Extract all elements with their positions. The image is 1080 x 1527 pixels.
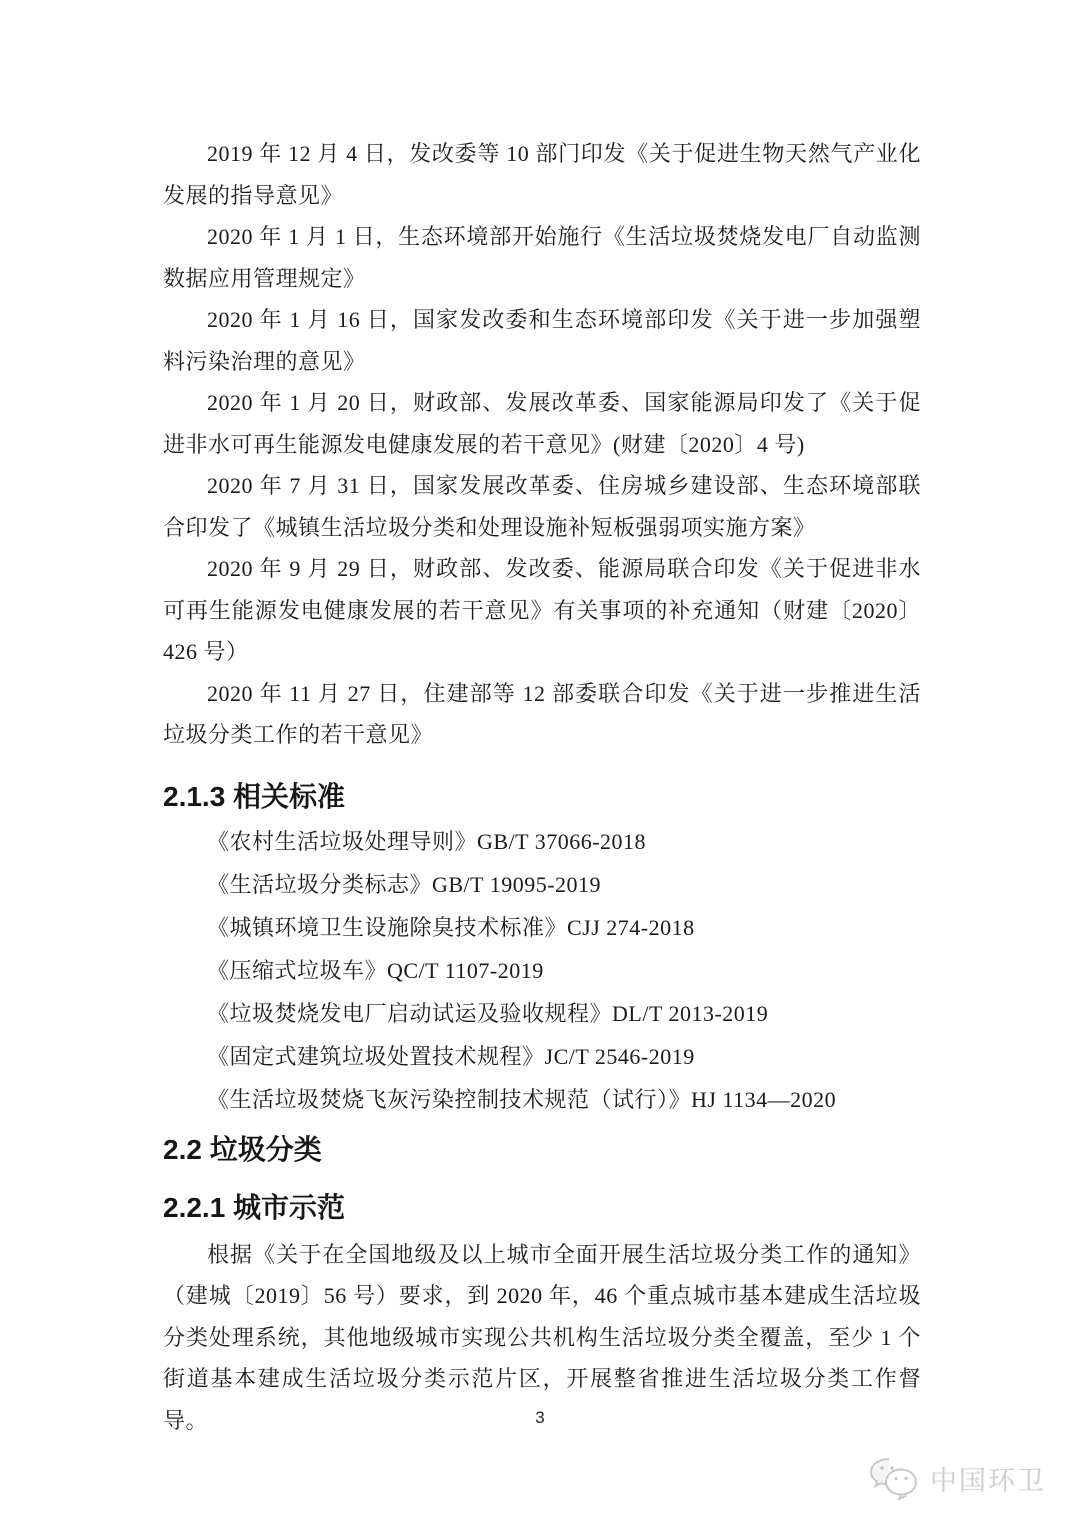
- standard-item: 《生活垃圾分类标志》GB/T 19095-2019: [207, 871, 602, 897]
- policy-paragraph: 2019 年 12 月 4 日，发改委等 10 部门印发《关于促进生物天然气产业化发展的指导意见》: [163, 141, 921, 208]
- wechat-account-watermark: [868, 1456, 1046, 1500]
- watermark-label: 中国环卫: [930, 1465, 1046, 1496]
- city-demonstration-paragraph: 根据《关于在全国地级及以上城市全面开展生活垃圾分类工作的通知》（建城〔2019〕56 号）要求，到 2020 年，46 个重点城市基本建成生活垃圾分类处理系统，其他地级城市实现公共机构生活垃圾分类全覆盖，至少 1 个街道基本建成生活垃圾分类示范片区，开展整省推进生活垃圾分类工作督导。: [163, 1241, 921, 1433]
- standard-item: 《压缩式垃圾车》QC/T 1107-2019: [207, 957, 544, 983]
- wechat-icon: [868, 1456, 920, 1500]
- policy-paragraph: 2020 年 7 月 31 日，国家发展改革委、住房城乡建设部、生态环境部联合印发了《城镇生活垃圾分类和处理设施补短板强弱项实施方案》: [163, 473, 921, 540]
- section-heading-city-demonstration: 2.2.1 城市示范: [163, 1191, 346, 1223]
- policy-paragraph: 2020 年 1 月 16 日，国家发改委和生态环境部印发《关于进一步加强塑料污染治理的意见》: [163, 307, 921, 374]
- section-heading-waste-sorting: 2.2 垃圾分类: [163, 1133, 322, 1165]
- standard-item: 《农村生活垃圾处理导则》GB/T 37066-2018: [207, 828, 647, 854]
- policy-paragraph: 2020 年 9 月 29 日，财政部、发改委、能源局联合印发《关于促进非水可再生能源发电健康发展的若干意见》有关事项的补充通知（财建〔2020〕426 号）: [163, 556, 921, 664]
- standard-item: 《固定式建筑垃圾处置技术规程》JC/T 2546-2019: [207, 1043, 695, 1069]
- policy-paragraph: 2020 年 11 月 27 日，住建部等 12 部委联合印发《关于进一步推进生活垃圾分类工作的若干意见》: [163, 680, 921, 747]
- policy-paragraph: 2020 年 1 月 1 日，生态环境部开始施行《生活垃圾焚烧发电厂自动监测数据应用管理规定》: [163, 224, 921, 291]
- standard-item: 《垃圾焚烧发电厂启动试运及验收规程》DL/T 2013-2019: [207, 1000, 769, 1026]
- policy-paragraph: 2020 年 1 月 20 日，财政部、发展改革委、国家能源局印发了《关于促进非水可再生能源发电健康发展的若干意见》(财建〔2020〕4 号): [163, 390, 921, 457]
- page-number: 3: [535, 1408, 545, 1427]
- standard-item: 《城镇环境卫生设施除臭技术标准》CJJ 274-2018: [207, 914, 695, 940]
- section-heading-related-standards: 2.1.3 相关标准: [163, 780, 346, 812]
- page-content: [163, 133, 921, 1441]
- standard-item: 《生活垃圾焚烧飞灰污染控制技术规范（试行）》HJ 1134—2020: [207, 1086, 837, 1112]
